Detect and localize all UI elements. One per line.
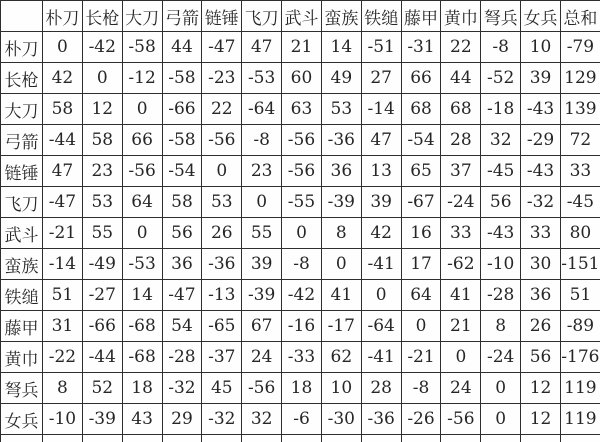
table-cell: -45 [560, 187, 600, 218]
table-cell: 49 [321, 63, 361, 94]
table-cell: 0 [481, 373, 521, 404]
table-row [1, 373, 600, 404]
table-cell: -42 [82, 32, 122, 63]
table-cell: -33 [282, 342, 322, 373]
table-cell: -64 [361, 311, 401, 342]
table-cell: -44 [43, 125, 83, 156]
table-cell: 0 [282, 218, 322, 249]
row-header: 弓箭 [1, 125, 43, 156]
table-row [1, 404, 600, 435]
table-cell: 36 [162, 249, 202, 280]
table-cell: -17 [321, 311, 361, 342]
table-cell: 8 [43, 373, 83, 404]
table-cell: -54 [401, 125, 441, 156]
table-cell: 56 [521, 342, 561, 373]
table-cell: -29 [521, 125, 561, 156]
table-cell: 63 [282, 94, 322, 125]
table-cell: -28 [481, 280, 521, 311]
column-header: 黄巾 [441, 1, 481, 32]
table-cell: -21 [43, 218, 83, 249]
table-cell: -66 [82, 311, 122, 342]
table-cell: -45 [481, 156, 521, 187]
table-cell: -30 [321, 404, 361, 435]
table-cell: 0 [441, 342, 481, 373]
table-cell: -56 [242, 373, 282, 404]
table-cell: -14 [361, 94, 401, 125]
column-header: 弓箭 [162, 1, 202, 32]
header-row [1, 1, 600, 32]
table-cell [1, 435, 43, 442]
table-cell: -54 [162, 156, 202, 187]
table-cell: -16 [282, 311, 322, 342]
column-header: 朴刀 [43, 1, 83, 32]
table-cell: 51 [560, 280, 600, 311]
row-header: 大刀 [1, 94, 43, 125]
table-cell [82, 435, 122, 442]
table-cell: -79 [560, 32, 600, 63]
table-row [1, 187, 600, 218]
table-cell: 0 [122, 218, 162, 249]
row-header: 飞刀 [1, 187, 43, 218]
table-cell: 36 [321, 156, 361, 187]
table-cell: 39 [242, 249, 282, 280]
table-cell: -41 [361, 342, 401, 373]
table-cell: 55 [82, 218, 122, 249]
table-cell: 21 [282, 32, 322, 63]
table-cell: 64 [401, 280, 441, 311]
column-header: 长枪 [82, 1, 122, 32]
table-cell: -36 [361, 404, 401, 435]
table-cell: 0 [321, 249, 361, 280]
table-cell: 12 [82, 94, 122, 125]
table-cell: -12 [122, 63, 162, 94]
table-cell: 51 [43, 280, 83, 311]
table-cell [521, 435, 561, 442]
table-cell [441, 435, 481, 442]
table-cell: 56 [162, 218, 202, 249]
table-cell: -62 [441, 249, 481, 280]
row-header: 黄巾 [1, 342, 43, 373]
table-cell: 39 [521, 63, 561, 94]
table-cell [481, 435, 521, 442]
table-cell: 65 [401, 156, 441, 187]
table-cell: -47 [162, 280, 202, 311]
table-cell: 44 [162, 32, 202, 63]
table-cell: 8 [481, 311, 521, 342]
table-cell: 42 [43, 63, 83, 94]
table-row [1, 249, 600, 280]
table-cell: 44 [441, 63, 481, 94]
table-cell: -8 [401, 373, 441, 404]
table-cell: 0 [481, 404, 521, 435]
table-cell: 26 [521, 311, 561, 342]
table-row [1, 32, 600, 63]
table-cell: 22 [202, 94, 242, 125]
table-cell: -67 [401, 187, 441, 218]
corner-cell [1, 1, 43, 32]
table-cell: 33 [441, 218, 481, 249]
table-cell: -49 [82, 249, 122, 280]
table-cell [122, 435, 162, 442]
table-cell: 36 [521, 280, 561, 311]
table-cell: 16 [401, 218, 441, 249]
table-cell: 56 [481, 187, 521, 218]
table-cell: -28 [162, 342, 202, 373]
table-cell [401, 435, 441, 442]
table-cell [43, 435, 83, 442]
table-cell: 0 [361, 280, 401, 311]
table-cell: -10 [481, 249, 521, 280]
table-cell: 47 [43, 156, 83, 187]
table-cell: -68 [122, 311, 162, 342]
table-row [1, 342, 600, 373]
clipped-partial-row [1, 435, 600, 442]
table-cell: 14 [321, 32, 361, 63]
table-cell: -53 [122, 249, 162, 280]
row-header: 武斗 [1, 218, 43, 249]
table-cell: -47 [202, 32, 242, 63]
table-cell: 0 [202, 156, 242, 187]
table-cell: 12 [521, 404, 561, 435]
table-cell: -56 [441, 404, 481, 435]
table-cell: -37 [202, 342, 242, 373]
table-cell [361, 435, 401, 442]
table-cell: -47 [43, 187, 83, 218]
table-cell: 33 [560, 156, 600, 187]
table-cell: -8 [282, 249, 322, 280]
column-header: 总和 [560, 1, 600, 32]
table-cell: -51 [361, 32, 401, 63]
table-cell: -21 [401, 342, 441, 373]
row-header: 长枪 [1, 63, 43, 94]
table-cell [202, 435, 242, 442]
table-cell: 0 [43, 32, 83, 63]
table-row [1, 156, 600, 187]
table-cell: 17 [401, 249, 441, 280]
table-cell: 53 [321, 94, 361, 125]
table-cell: -56 [282, 125, 322, 156]
table-cell: -43 [521, 94, 561, 125]
table-cell: -27 [82, 280, 122, 311]
table-cell: -14 [43, 249, 83, 280]
table-cell: -42 [282, 280, 322, 311]
table-cell: 30 [521, 249, 561, 280]
table-cell: 58 [162, 187, 202, 218]
table-cell: -8 [242, 125, 282, 156]
table-row [1, 218, 600, 249]
table-cell [560, 435, 600, 442]
table-cell: 32 [242, 404, 282, 435]
table-cell: 0 [122, 94, 162, 125]
table-cell: -41 [361, 249, 401, 280]
table-cell: 37 [441, 156, 481, 187]
column-header: 武斗 [282, 1, 322, 32]
table-cell: -89 [560, 311, 600, 342]
table-cell: -56 [282, 156, 322, 187]
table-cell: 119 [560, 373, 600, 404]
table-cell: -6 [282, 404, 322, 435]
table-cell: 10 [521, 32, 561, 63]
table-cell: 33 [521, 218, 561, 249]
table-cell: 28 [441, 125, 481, 156]
table-cell: 18 [282, 373, 322, 404]
table-cell: 54 [162, 311, 202, 342]
table-cell [242, 435, 282, 442]
table-cell: -151 [560, 249, 600, 280]
table-cell: 58 [82, 125, 122, 156]
row-header: 铁缒 [1, 280, 43, 311]
column-header: 蛮族 [321, 1, 361, 32]
table-cell: 28 [361, 373, 401, 404]
table-cell: -65 [202, 311, 242, 342]
table-cell: 29 [162, 404, 202, 435]
row-header: 朴刀 [1, 32, 43, 63]
table-cell: 53 [82, 187, 122, 218]
table-cell: 139 [560, 94, 600, 125]
table-cell: 0 [82, 63, 122, 94]
table-cell: -36 [321, 125, 361, 156]
table-row [1, 311, 600, 342]
table-cell: 66 [122, 125, 162, 156]
table-cell: 21 [441, 311, 481, 342]
row-header: 女兵 [1, 404, 43, 435]
table-cell: 39 [361, 187, 401, 218]
table-cell: -24 [441, 187, 481, 218]
table-cell: 22 [441, 32, 481, 63]
table-cell: 55 [242, 218, 282, 249]
table-cell: -39 [321, 187, 361, 218]
table-row [1, 125, 600, 156]
table-cell: -56 [122, 156, 162, 187]
table-cell: -39 [82, 404, 122, 435]
table-cell: 67 [242, 311, 282, 342]
column-header: 弩兵 [481, 1, 521, 32]
table-cell: -58 [122, 32, 162, 63]
table-cell: -22 [43, 342, 83, 373]
table-cell: 47 [361, 125, 401, 156]
table-cell: -26 [401, 404, 441, 435]
table-cell: 31 [43, 311, 83, 342]
table-cell: -43 [521, 156, 561, 187]
column-header: 链锤 [202, 1, 242, 32]
table-cell: 26 [202, 218, 242, 249]
column-header: 女兵 [521, 1, 561, 32]
column-header: 飞刀 [242, 1, 282, 32]
table-cell: 58 [43, 94, 83, 125]
table-cell: 72 [560, 125, 600, 156]
column-header: 大刀 [122, 1, 162, 32]
table-cell: 10 [321, 373, 361, 404]
table-cell: -176 [560, 342, 600, 373]
table-cell: -39 [242, 280, 282, 311]
table-cell: 24 [242, 342, 282, 373]
table-cell: -32 [202, 404, 242, 435]
table-cell: 12 [521, 373, 561, 404]
table-cell: -58 [162, 125, 202, 156]
table-cell: -36 [202, 249, 242, 280]
table-cell: -24 [481, 342, 521, 373]
table-cell: 47 [242, 32, 282, 63]
table-cell: 80 [560, 218, 600, 249]
table-cell: 60 [282, 63, 322, 94]
table-cell: -55 [282, 187, 322, 218]
table-row [1, 63, 600, 94]
table-cell: 64 [122, 187, 162, 218]
row-header: 链锤 [1, 156, 43, 187]
table-cell: 43 [122, 404, 162, 435]
table-cell: 23 [242, 156, 282, 187]
table-cell: 53 [202, 187, 242, 218]
table-cell: -64 [242, 94, 282, 125]
table-cell: 119 [560, 404, 600, 435]
table-row [1, 94, 600, 125]
table-cell: -18 [481, 94, 521, 125]
table-cell: -44 [82, 342, 122, 373]
table-cell: 66 [401, 63, 441, 94]
table-cell: 129 [560, 63, 600, 94]
column-header: 藤甲 [401, 1, 441, 32]
table-cell [282, 435, 322, 442]
table-cell [162, 435, 202, 442]
table-cell: 52 [82, 373, 122, 404]
table-cell: 32 [481, 125, 521, 156]
table-cell: -31 [401, 32, 441, 63]
table-cell: 45 [202, 373, 242, 404]
table-cell: 13 [361, 156, 401, 187]
table-cell: 68 [441, 94, 481, 125]
table-cell: -68 [122, 342, 162, 373]
table-cell: -43 [481, 218, 521, 249]
table-cell: 0 [401, 311, 441, 342]
table-cell: -53 [242, 63, 282, 94]
row-header: 弩兵 [1, 373, 43, 404]
table-cell: 8 [321, 218, 361, 249]
table-cell: -56 [202, 125, 242, 156]
table-row [1, 280, 600, 311]
table-cell: -52 [481, 63, 521, 94]
table-cell: 24 [441, 373, 481, 404]
table-cell: -66 [162, 94, 202, 125]
row-header: 藤甲 [1, 311, 43, 342]
table-cell: -10 [43, 404, 83, 435]
table-cell: -32 [162, 373, 202, 404]
column-header: 铁缒 [361, 1, 401, 32]
table-cell [321, 435, 361, 442]
table-cell: 0 [242, 187, 282, 218]
table-cell: -23 [202, 63, 242, 94]
row-header: 蛮族 [1, 249, 43, 280]
table-cell: 27 [361, 63, 401, 94]
table-cell: -8 [481, 32, 521, 63]
table-cell: 14 [122, 280, 162, 311]
table-cell: 41 [321, 280, 361, 311]
table-cell: 62 [321, 342, 361, 373]
table-cell: 18 [122, 373, 162, 404]
table-cell: 42 [361, 218, 401, 249]
table-cell: -13 [202, 280, 242, 311]
table-cell: 23 [82, 156, 122, 187]
table-cell: 68 [401, 94, 441, 125]
table-cell: -58 [162, 63, 202, 94]
table-cell: -32 [521, 187, 561, 218]
table-cell: 41 [441, 280, 481, 311]
